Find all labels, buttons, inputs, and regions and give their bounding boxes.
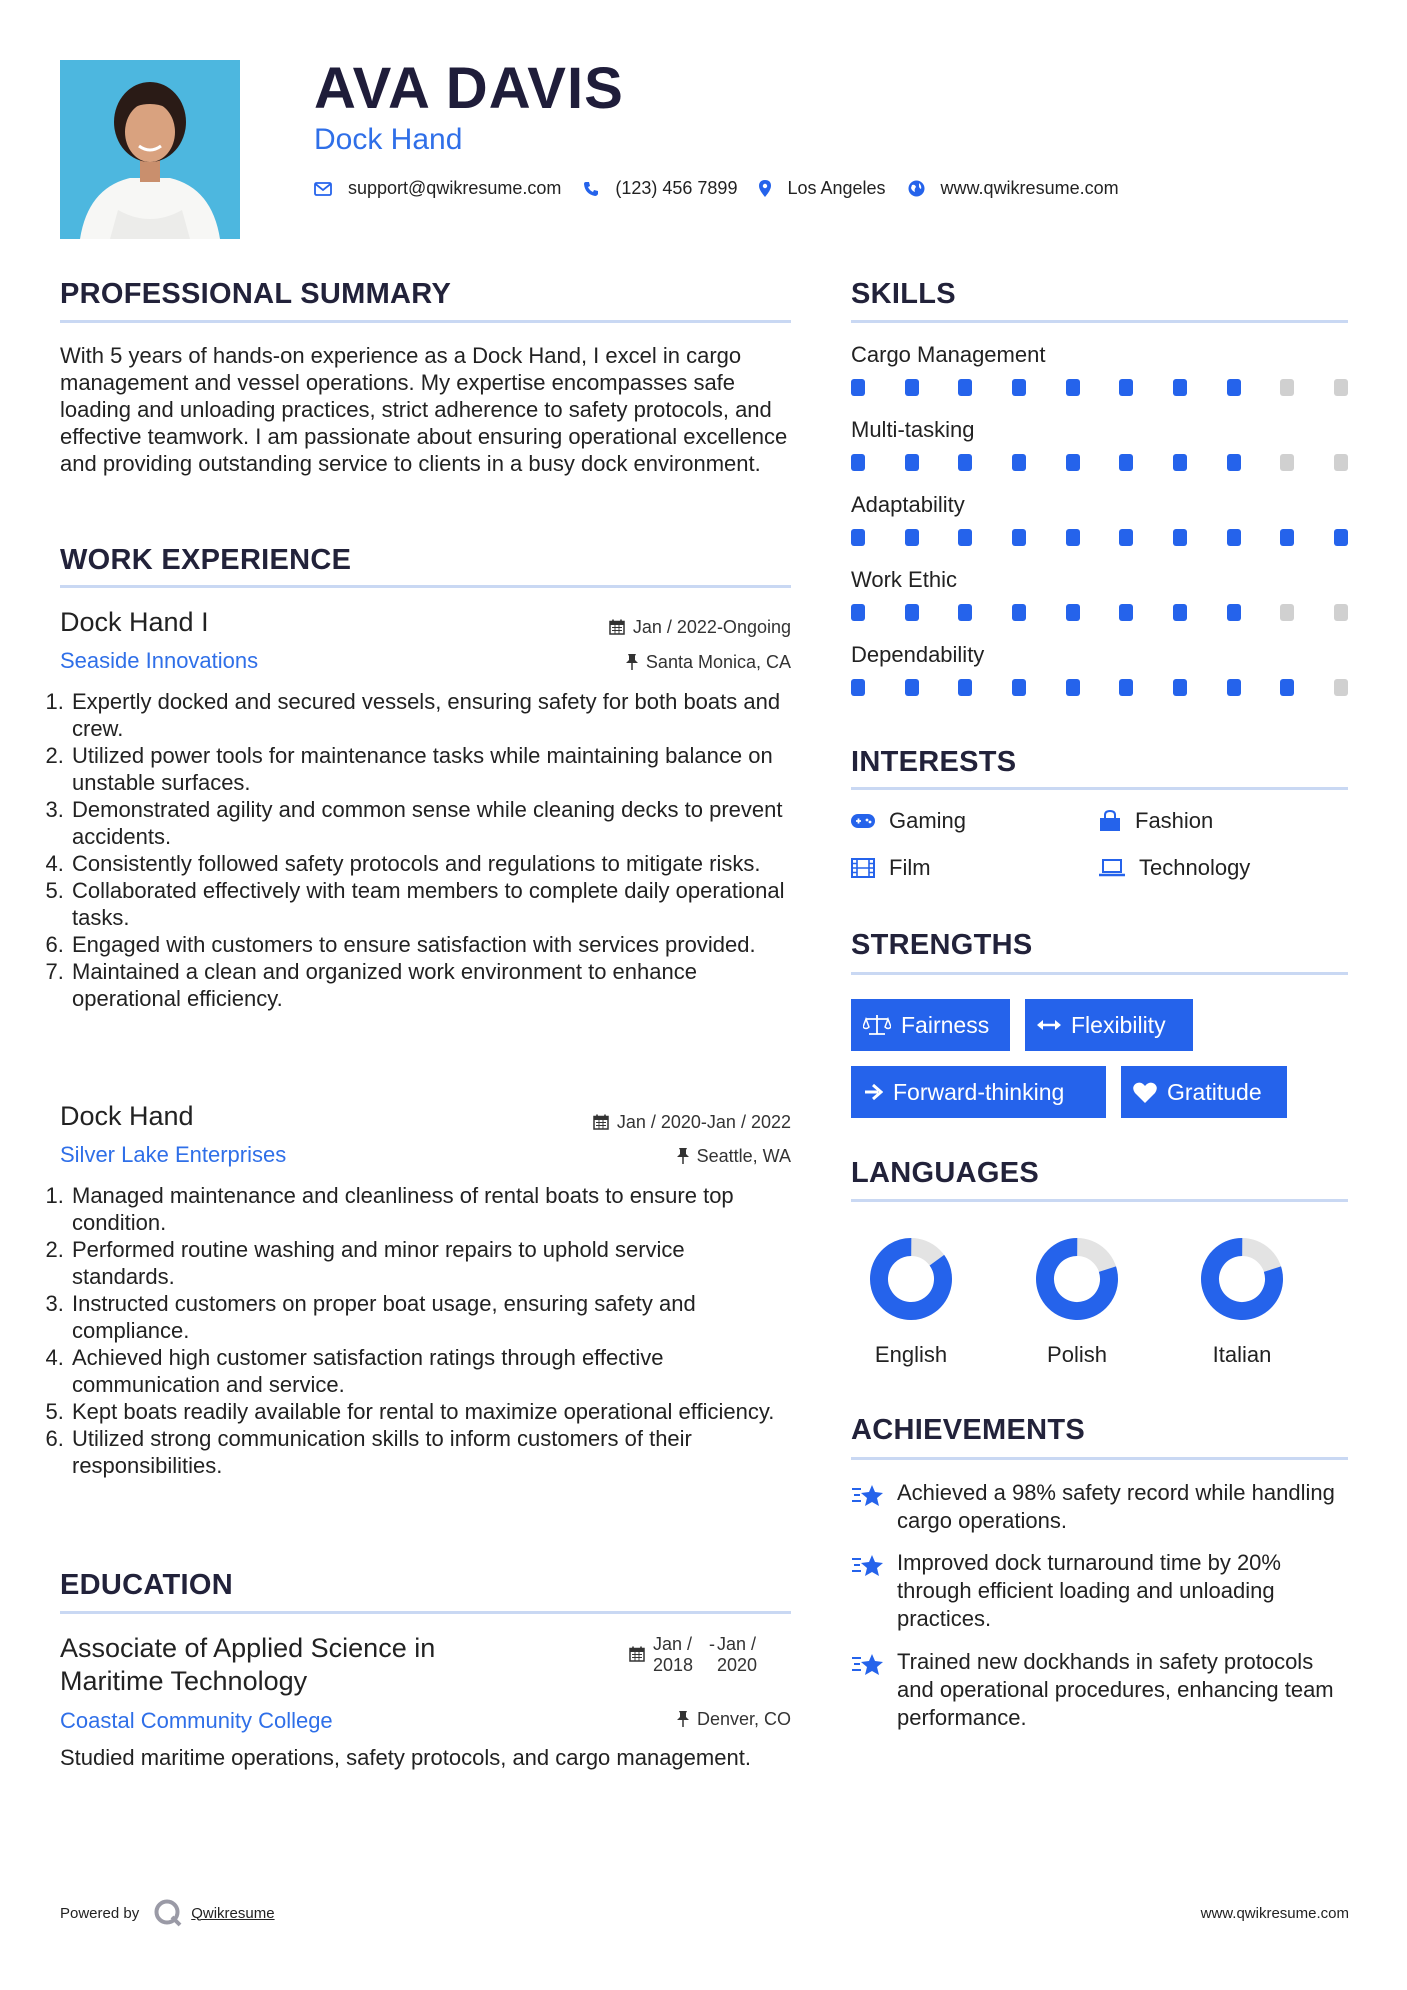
job-title: Dock Hand	[60, 1101, 194, 1131]
powered-by-text: Powered by	[60, 1904, 140, 1922]
achievement-text: Achieved a 98% safety record while handling cargo operations.	[897, 1480, 1335, 1533]
website-text: www.qwikresume.com	[940, 178, 1119, 198]
list-item: 1. Managed maintenance and cleanliness of rental boats to ensure top condition.	[70, 1182, 793, 1236]
achievement-item	[851, 1479, 1351, 1535]
interest-item	[1099, 855, 1250, 881]
language-name: Italian	[1212, 1342, 1272, 1367]
achievement-item	[851, 1648, 1351, 1732]
map-marker-icon	[759, 180, 771, 197]
pushpin-icon	[677, 1148, 689, 1164]
job-location	[440, 651, 791, 673]
balance-scale-icon	[863, 1014, 891, 1036]
pushpin-icon	[626, 654, 638, 670]
languages-rule	[851, 1199, 1348, 1202]
skill-dot-filled	[851, 379, 865, 396]
skill-dot-filled	[1066, 529, 1080, 546]
skill-dot-filled	[1280, 679, 1294, 696]
job-responsibilities	[53, 1182, 793, 1479]
skill-dot-empty	[1334, 454, 1348, 471]
strength-tag	[851, 999, 1010, 1051]
skill-dot-filled	[1119, 379, 1133, 396]
achievement-text: Improved dock turnaround time by 20% through efficient loading and unloading practices.	[897, 1550, 1281, 1631]
skill-rating	[851, 679, 1348, 699]
skill-dot-filled	[1334, 529, 1348, 546]
strength-label: Forward-thinking	[893, 1078, 1065, 1105]
skill-name: Adaptability	[851, 492, 965, 517]
skill-dot-filled	[905, 379, 919, 396]
skill-dot-filled	[851, 529, 865, 546]
strengths-rule	[851, 972, 1348, 975]
phone-text: (123) 456 7899	[615, 178, 738, 198]
skill-dot-filled	[958, 379, 972, 396]
language-name: Polish	[1047, 1342, 1107, 1367]
skill-dot-filled	[1227, 529, 1241, 546]
calendar-icon	[593, 1114, 609, 1130]
calendar-icon	[629, 1646, 645, 1662]
phone-icon	[583, 181, 599, 197]
job-location	[440, 1145, 791, 1167]
list-item: 1. Expertly docked and secured vessels, ensuring safety for both boats and crew.	[70, 688, 793, 742]
interests-rule	[851, 787, 1348, 790]
experience-rule	[60, 585, 791, 588]
skill-item	[851, 491, 1348, 549]
education-start: Jan / 2018	[653, 1634, 694, 1675]
skill-item	[851, 416, 1348, 474]
gamepad-icon	[851, 814, 875, 828]
shooting-star-icon	[851, 1553, 885, 1579]
interest-item	[851, 808, 966, 834]
profile-photo	[60, 60, 240, 239]
language-level-arc	[868, 1236, 954, 1322]
skill-dot-empty	[1280, 604, 1294, 621]
strength-label: Fairness	[901, 1011, 990, 1038]
skill-dot-filled	[1173, 379, 1187, 396]
location-text: Los Angeles	[787, 178, 886, 198]
skill-dot-filled	[1012, 679, 1026, 696]
education-rule	[60, 1611, 791, 1614]
skill-dot-filled	[1066, 379, 1080, 396]
skill-dot-filled	[1119, 679, 1133, 696]
list-item: 7. Maintained a clean and organized work environment to enhance operational efficiency.	[70, 958, 793, 1012]
achievements-rule	[851, 1457, 1348, 1460]
skill-item	[851, 566, 1348, 624]
skill-dot-empty	[1334, 379, 1348, 396]
skill-rating	[851, 454, 1348, 474]
skill-dot-filled	[1012, 604, 1026, 621]
skill-name: Cargo Management	[851, 342, 1046, 367]
skill-dot-filled	[1227, 679, 1241, 696]
school-name: Coastal Community College	[60, 1708, 333, 1733]
list-item: 6. Utilized strong communication skills to inform customers of their responsibilities.	[70, 1425, 793, 1479]
skills-rule	[851, 320, 1348, 323]
job-responsibilities	[53, 688, 793, 1012]
language-donut	[1034, 1236, 1120, 1322]
arrows-horizontal-icon	[1037, 1018, 1061, 1032]
skill-dot-filled	[1012, 379, 1026, 396]
language-donut	[1199, 1236, 1285, 1322]
achievements-heading: ACHIEVEMENTS	[851, 1414, 1086, 1446]
language-item	[1172, 1236, 1312, 1369]
interest-label: Fashion	[1135, 808, 1214, 833]
film-icon	[851, 858, 875, 878]
languages-heading: LANGUAGES	[851, 1157, 1039, 1189]
list-item: 4. Achieved high customer satisfaction ratings through effective communication and service.	[70, 1344, 793, 1398]
interest-label: Technology	[1139, 855, 1251, 880]
list-item: 5. Collaborated effectively with team members to complete daily operational tasks.	[70, 877, 793, 931]
strength-tag	[1121, 1066, 1287, 1118]
qwikresume-logo-icon	[153, 1898, 183, 1928]
contact-website[interactable]	[908, 178, 1119, 199]
summary-text: With 5 years of hands-on experience as a Dock Hand, I excel in cargo management and vessel operations. My expertise encompasses safe loading and unloading practices, strict adherence to safety protocols, and effective teamwork. I am passionate about ensuring operational excellence and providing outstanding service to clients in a busy dock environment.	[60, 343, 788, 476]
education-dates	[629, 1634, 769, 1676]
skill-item	[851, 341, 1348, 399]
skill-dot-empty	[1280, 454, 1294, 471]
arrow-right-icon	[863, 1082, 883, 1102]
strength-label: Flexibility	[1071, 1011, 1166, 1038]
education-heading: EDUCATION	[60, 1569, 233, 1601]
achievement-item	[851, 1549, 1351, 1633]
skill-name: Dependability	[851, 642, 985, 667]
calendar-icon	[609, 619, 625, 635]
skill-dot-filled	[1173, 454, 1187, 471]
list-item: 6. Engaged with customers to ensure satisfaction with services provided.	[70, 931, 793, 958]
education-location	[440, 1708, 791, 1730]
company-name: Seaside Innovations	[60, 648, 259, 673]
education-end: Jan / 2020	[717, 1634, 758, 1675]
skill-dot-empty	[1334, 679, 1348, 696]
contact-bar	[314, 178, 1141, 199]
contact-email[interactable]	[314, 178, 561, 199]
skill-dot-filled	[905, 454, 919, 471]
skill-dot-empty	[1334, 604, 1348, 621]
skill-dot-empty	[1280, 379, 1294, 396]
company-name: Silver Lake Enterprises	[60, 1142, 287, 1167]
skill-dot-filled	[1119, 604, 1133, 621]
skill-dot-filled	[1066, 679, 1080, 696]
candidate-title: Dock Hand	[314, 123, 463, 156]
interest-label: Gaming	[889, 808, 967, 833]
strength-tag	[851, 1066, 1106, 1118]
footer-powered-by	[60, 1898, 275, 1928]
skill-rating	[851, 529, 1348, 549]
skill-dot-filled	[1227, 604, 1241, 621]
skill-dot-filled	[958, 679, 972, 696]
strength-label: Gratitude	[1167, 1078, 1262, 1105]
strength-tag	[1025, 999, 1193, 1051]
interest-item	[851, 855, 931, 881]
email-text: support@qwikresume.com	[348, 178, 562, 198]
heart-icon	[1133, 1082, 1157, 1103]
skill-dot-filled	[905, 604, 919, 621]
skill-name: Work Ethic	[851, 567, 957, 592]
job-location-text: Santa Monica, CA	[645, 652, 791, 672]
skill-dot-filled	[1227, 454, 1241, 471]
achievement-text: Trained new dockhands in safety protocols and operational procedures, enhancing team performance.	[897, 1649, 1334, 1730]
skill-dot-filled	[1119, 529, 1133, 546]
skill-dot-filled	[905, 529, 919, 546]
job-dates-text: Jan / 2022-Ongoing	[632, 617, 791, 637]
skill-item	[851, 641, 1348, 699]
skill-dot-filled	[958, 454, 972, 471]
contact-phone[interactable]	[583, 178, 737, 199]
education-location-text: Denver, CO	[696, 1709, 791, 1729]
language-name: English	[874, 1342, 948, 1367]
skills-heading: SKILLS	[851, 278, 956, 310]
skill-rating	[851, 604, 1348, 624]
date-separator: -	[709, 1634, 715, 1654]
language-item	[1007, 1236, 1147, 1369]
list-item: 4. Consistently followed safety protocols and regulations to mitigate risks.	[70, 850, 793, 877]
list-item: 3. Instructed customers on proper boat usage, ensuring safety and compliance.	[70, 1290, 793, 1344]
education-description: Studied maritime operations, safety protocols, and cargo management.	[60, 1745, 751, 1770]
skill-dot-filled	[1119, 454, 1133, 471]
job-dates	[440, 616, 791, 638]
candidate-name: AVA DAVIS	[314, 56, 624, 121]
shooting-star-icon	[851, 1483, 885, 1509]
degree-title: Associate of Applied Science in Maritime Technology	[60, 1633, 436, 1696]
job-dates	[440, 1111, 791, 1133]
skill-dot-filled	[1012, 529, 1026, 546]
strengths-heading: STRENGTHS	[851, 929, 1033, 961]
globe-icon	[908, 180, 925, 197]
skill-dot-filled	[851, 679, 865, 696]
skill-dot-filled	[958, 604, 972, 621]
interests-heading: INTERESTS	[851, 746, 1017, 778]
language-donut	[868, 1236, 954, 1322]
skill-dot-filled	[1227, 379, 1241, 396]
list-item: 2. Performed routine washing and minor repairs to uphold service standards.	[70, 1236, 793, 1290]
summary-heading: PROFESSIONAL SUMMARY	[60, 278, 452, 310]
brand-link[interactable]: Qwikresume	[191, 1904, 275, 1922]
list-item: 5. Kept boats readily available for rental to maximize operational efficiency.	[70, 1398, 793, 1425]
list-item: 3. Demonstrated agility and common sense while cleaning decks to prevent accidents.	[70, 796, 793, 850]
skill-rating	[851, 379, 1348, 399]
skill-dot-filled	[1066, 604, 1080, 621]
laptop-icon	[1099, 859, 1125, 877]
skill-dot-filled	[851, 604, 865, 621]
summary-rule	[60, 320, 791, 323]
skill-dot-filled	[1066, 454, 1080, 471]
footer-website[interactable]: www.qwikresume.com	[1200, 1905, 1349, 1922]
language-item	[841, 1236, 981, 1369]
interest-item	[1099, 808, 1213, 834]
job-title: Dock Hand I	[60, 607, 209, 637]
contact-location	[759, 178, 885, 199]
interest-label: Film	[889, 855, 931, 880]
pushpin-icon	[677, 1711, 689, 1727]
skill-dot-filled	[1173, 529, 1187, 546]
skill-dot-filled	[905, 679, 919, 696]
skill-dot-filled	[958, 529, 972, 546]
shopping-bag-icon	[1099, 810, 1121, 832]
envelope-icon	[314, 182, 332, 196]
skill-dot-filled	[1012, 454, 1026, 471]
job-dates-text: Jan / 2020-Jan / 2022	[616, 1112, 791, 1132]
job-location-text: Seattle, WA	[696, 1146, 791, 1166]
shooting-star-icon	[851, 1652, 885, 1678]
skill-name: Multi-tasking	[851, 417, 975, 442]
skill-dot-filled	[851, 454, 865, 471]
skill-dot-filled	[1173, 604, 1187, 621]
skill-dot-filled	[1280, 529, 1294, 546]
experience-heading: WORK EXPERIENCE	[60, 544, 352, 576]
list-item: 2. Utilized power tools for maintenance tasks while maintaining balance on unstable surfaces.	[70, 742, 793, 796]
skill-dot-filled	[1173, 679, 1187, 696]
